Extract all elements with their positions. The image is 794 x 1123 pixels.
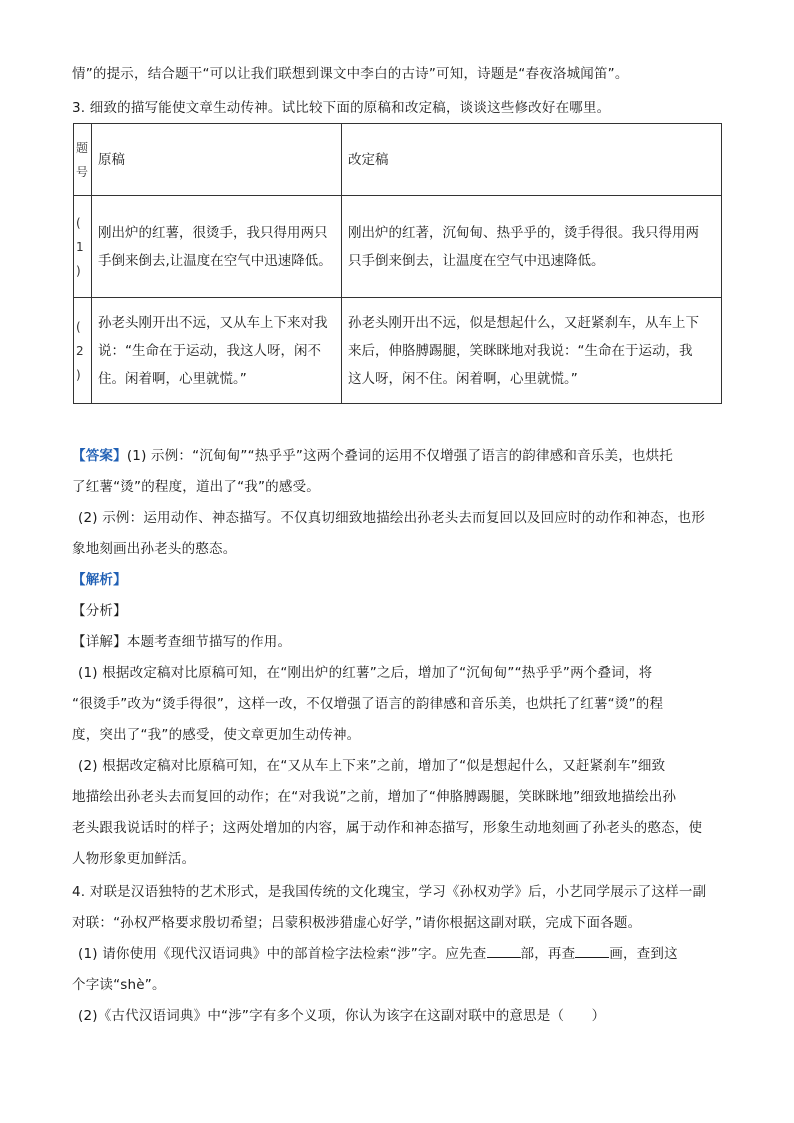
answer-line-2: (2) 示例：运用动作、神态描写。不仅真切细致地描绘出孙老头去而复回以及回应时的动作和神态，也形 — [78, 510, 706, 526]
row-revised-text: 刚出炉的红著，沉甸甸、热乎乎的，烫手得很。我只得用两 只手倒来倒去，让温度在空气中迅速降低。 — [342, 196, 722, 298]
header-revised: 改定稿 — [342, 124, 722, 196]
answer-line-2b: 象地刻画出孙老头的憨态。 — [72, 541, 237, 557]
table-row — [74, 196, 722, 298]
detail-heading: 【详解】本题考查细节描写的作用。 — [72, 634, 292, 650]
detail-1-line: 度，突出了“我”的感受，使文章更加生动传神。 — [72, 727, 361, 743]
intro-continuation: 情”的提示，结合题干“可以让我们联想到课文中李白的古诗”可知，诗题是“春夜洛城闻笛”。 — [72, 66, 629, 82]
comparison-table — [73, 123, 722, 404]
detail-2-line: (2) 根据改定稿对比原稿可知，在“又从车上下来”之前，增加了“似是想起什么，又赶紧刹车”细致 — [78, 758, 666, 774]
header-number-cell: 题 号 — [74, 124, 92, 196]
row-original-text: 孙老头刚开出不远，又从车上下来对我 说：“生命在于运动，我这人呀，闲不 住。闲着啊，心里就慌。” — [92, 298, 342, 404]
detail-2-line: 老头跟我说话时的样子；这两处增加的内容，属于动作和神态描写，形象生动地刻画了孙老头的憨态，使 — [72, 820, 703, 836]
row-number: ( 1 ) — [74, 196, 92, 298]
q4-stem-line: 4. 对联是汉语独特的艺术形式，是我国传统的文化瑰宝，学习《孙权劝学》后，小艺同学展示了这样一副 — [72, 884, 707, 900]
row-number: ( 2 ) — [74, 298, 92, 404]
detail-2-line: 人物形象更加鲜活。 — [72, 851, 196, 867]
answer-line-1: 【答案】(1) 示例：“沉甸甸”“热乎乎”这两个叠词的运用不仅增强了语言的韵律感和音乐美，也烘托 — [72, 448, 674, 464]
table-row — [74, 298, 722, 404]
answer-blank-radical[interactable] — [487, 945, 521, 958]
q4-sub1: (1) 请你使用《现代汉语词典》中的部首检字法检索“涉”字。应先查 部，再查 画，查到这 — [78, 946, 678, 962]
answer-line-1b: 了红薯“烫”的程度，道出了“我”的感受。 — [72, 479, 320, 495]
q4-sub1-cont: 个字读“shè”。 — [72, 977, 166, 993]
row-original-text: 刚出炉的红薯，很烫手，我只得用两只 手倒来倒去,让温度在空气中迅速降低。 — [92, 196, 342, 298]
answer-tag: 【答案】 — [72, 448, 127, 464]
fenxi-heading: 【分析】 — [72, 603, 127, 619]
detail-1-line: “很烫手”改为“烫手得很”，这样一改，不仅增强了语言的韵律感和音乐美，也烘托了红薯“烫”的程 — [72, 696, 664, 712]
detail-tag: 【详解】 — [72, 634, 127, 650]
q4-sub2: (2)《古代汉语词典》中“涉”字有多个义项，你认为该字在这副对联中的意思是（ ） — [78, 1008, 606, 1024]
analysis-heading: 【解析】 — [72, 572, 127, 588]
answer-blank-strokes[interactable] — [575, 945, 609, 958]
detail-2-line: 地描绘出孙老头去而复回的动作；在“对我说”之前，增加了“伸胳膊踢腿，笑眯眯地”细致地描绘出孙 — [72, 789, 677, 805]
table-header-row — [74, 124, 722, 196]
header-original: 原稿 — [92, 124, 342, 196]
q3-stem: 3. 细致的描写能使文章生动传神。试比较下面的原稿和改定稿，谈谈这些修改好在哪里。 — [72, 100, 611, 116]
detail-1-line: (1) 根据改定稿对比原稿可知，在“刚出炉的红薯”之后，增加了“沉甸甸”“热乎乎”两个叠词，将 — [78, 665, 653, 681]
row-revised-text: 孙老头刚开出不远，似是想起什么，又赶紧刹车，从车上下 来后，伸胳膊踢腿，笑眯眯地对我说：“生命在于运动，我 这人呀，闲不住。闲着啊，心里就慌。” — [342, 298, 722, 404]
q4-stem-line: 对联：“孙权严格要求殷切希望；吕蒙积极涉猎虚心好学，”请你根据这副对联，完成下面各题。 — [72, 915, 642, 931]
